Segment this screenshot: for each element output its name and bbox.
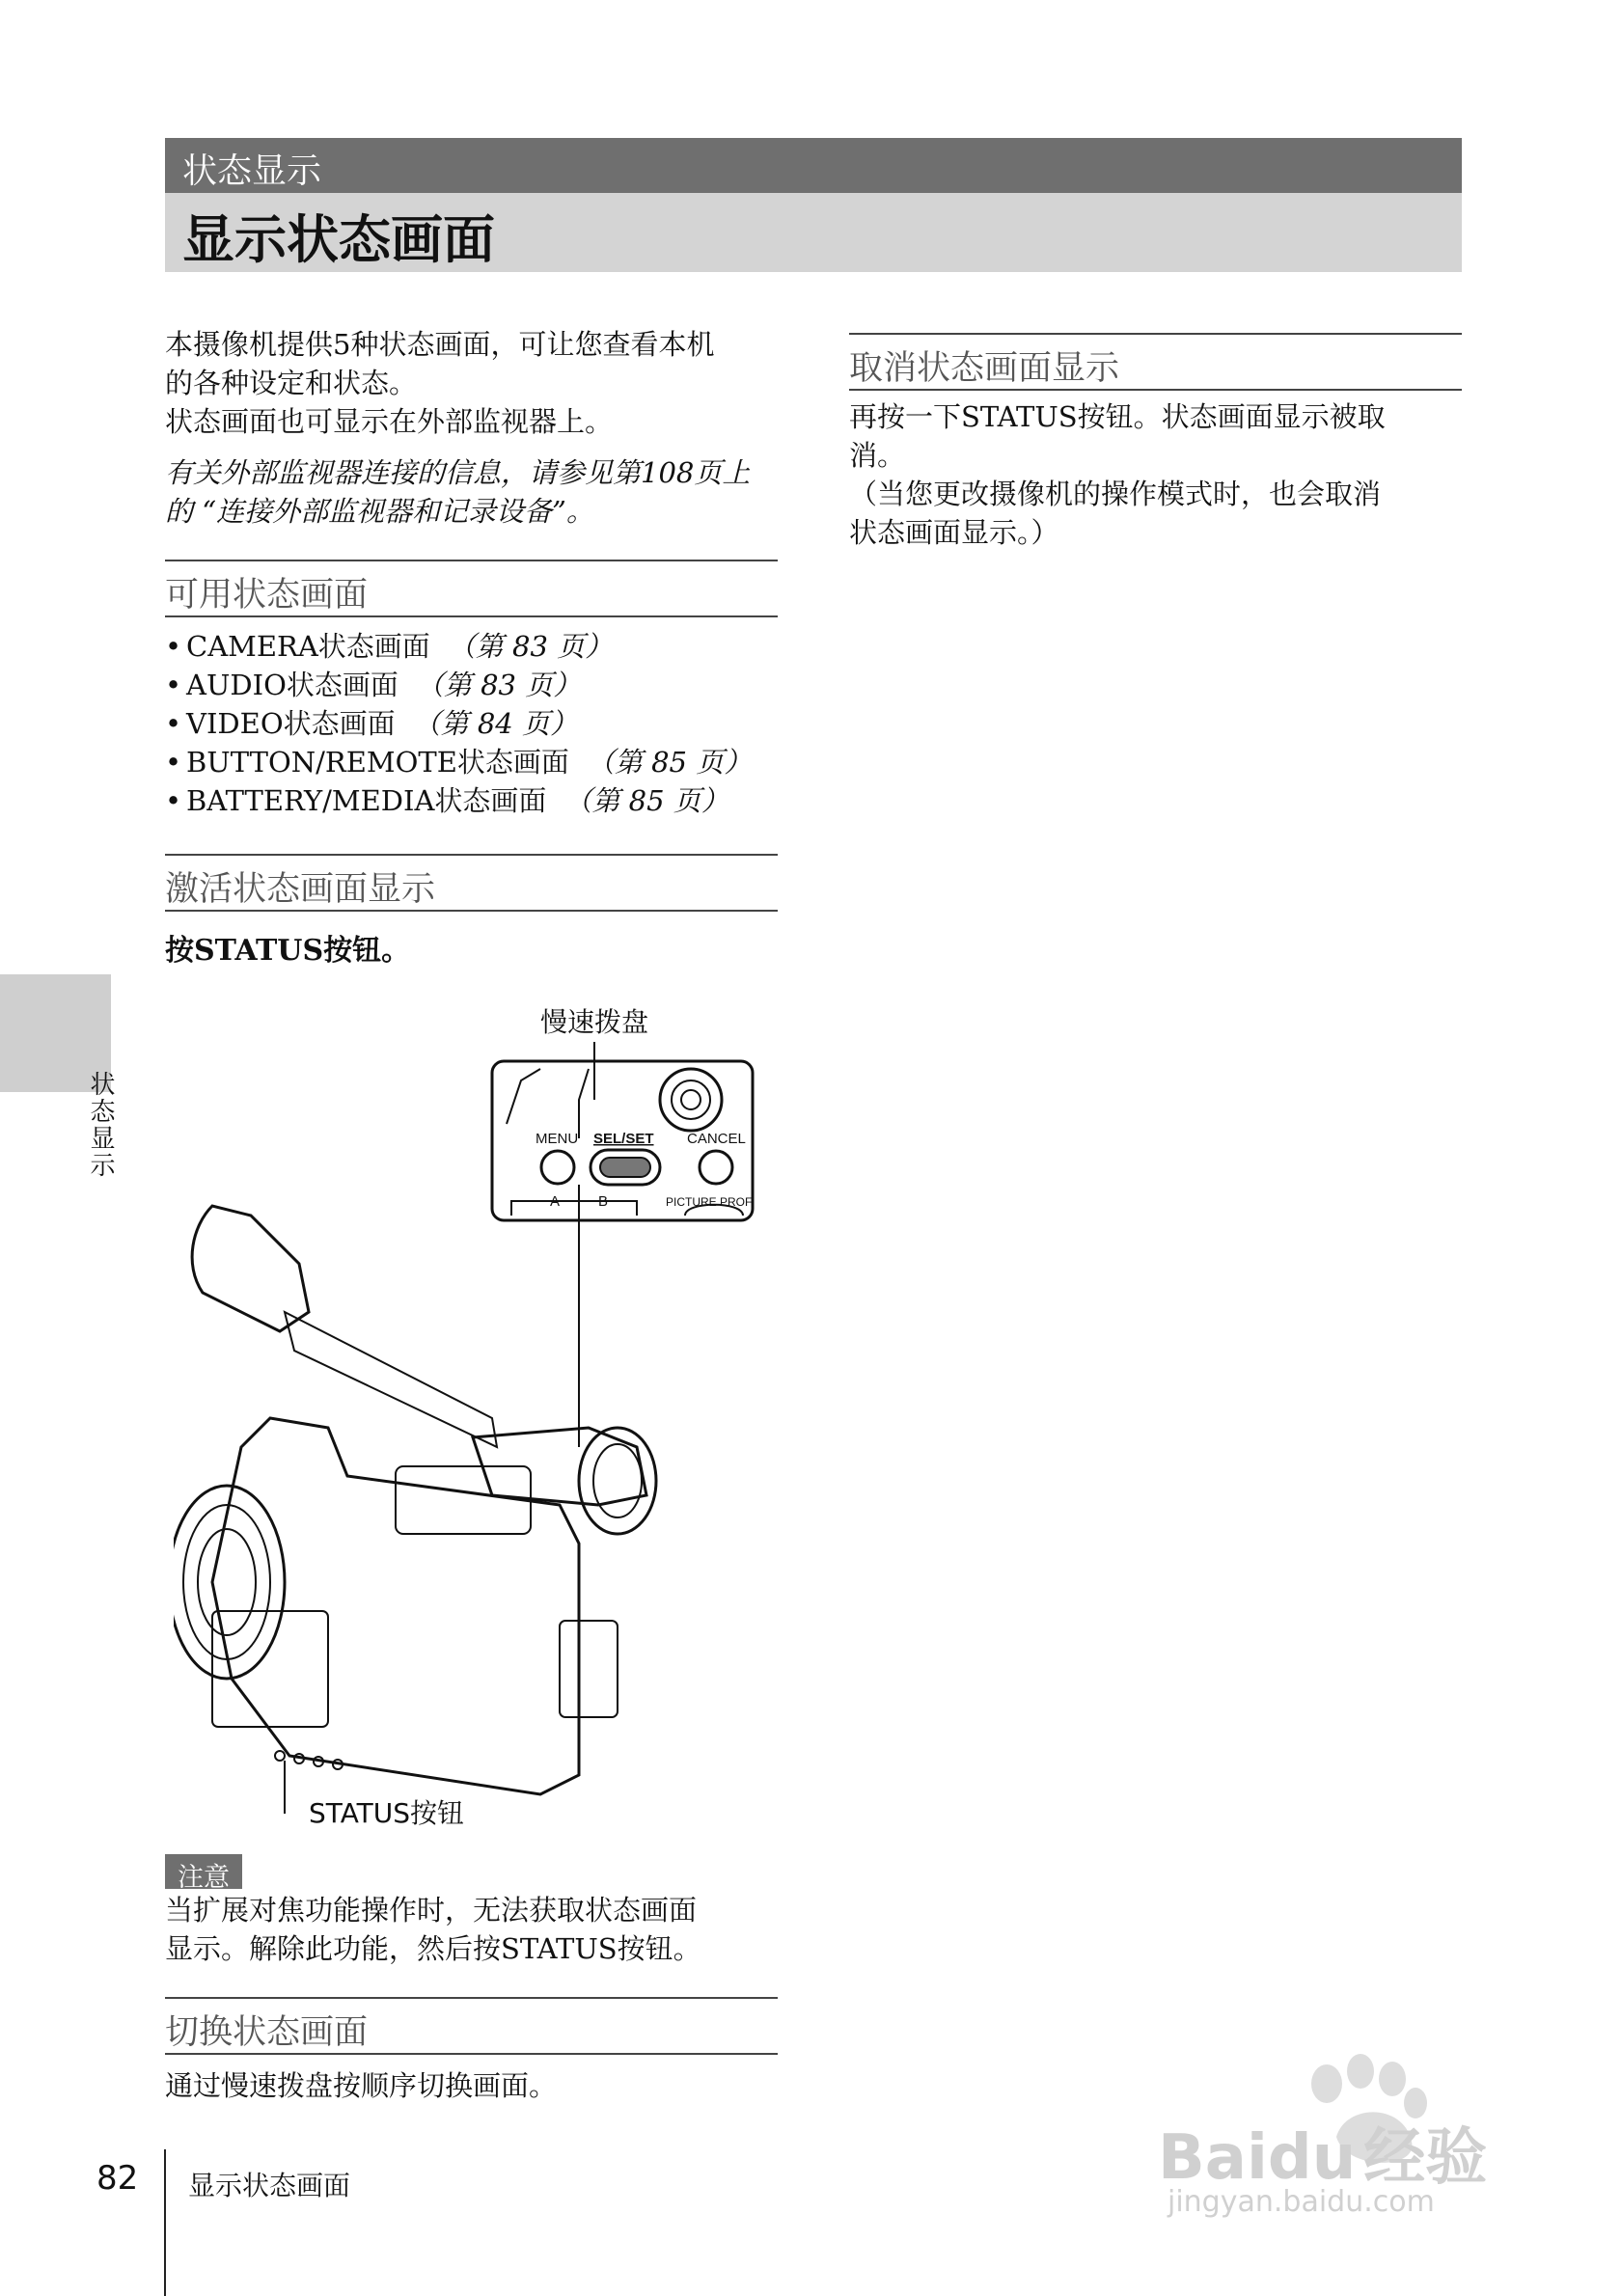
lens-icon — [174, 1486, 285, 1679]
connector-icon — [660, 1069, 722, 1131]
list-item: • CAMERA状态画面 （第 83 页） — [165, 630, 614, 663]
footer-title: 显示状态画面 — [188, 2170, 351, 2201]
intro-reference — [165, 453, 783, 531]
header-category-bar — [165, 138, 1462, 193]
switch-text: 通过慢速拨盘按顺序切换画面。 — [165, 2069, 558, 2102]
list-item: • VIDEO状态画面 （第 84 页） — [165, 707, 578, 740]
item-label: AUDIO状态画面 — [186, 669, 398, 701]
page-ref[interactable]: （第 83 页） — [447, 630, 614, 663]
page-number: 82 — [96, 2159, 139, 2198]
section-heading-switch — [165, 1997, 778, 2055]
side-tab-label: 状态显示 — [86, 1071, 115, 1179]
list-item: • AUDIO状态画面 （第 83 页） — [165, 669, 582, 701]
status-screen-list — [165, 627, 783, 820]
cancel-line: 再按一下STATUS按钮。状态画面显示被取 — [849, 400, 1386, 433]
section-title: 可用状态画面 — [165, 576, 369, 615]
note-line: 显示。解除此功能，然后按STATUS按钮。 — [165, 1932, 701, 1965]
cancel-button-icon — [700, 1151, 732, 1184]
note-text — [165, 1891, 783, 1968]
item-label: CAMERA状态画面 — [186, 630, 430, 663]
item-label: BUTTON/REMOTE状态画面 — [186, 746, 569, 779]
intro-text — [165, 325, 783, 441]
footer-divider — [164, 2149, 166, 2296]
step-instruction: 按STATUS按钮。 — [165, 934, 411, 968]
list-item: • BATTERY/MEDIA状态画面 （第 85 页） — [165, 784, 729, 817]
item-label: VIDEO状态画面 — [186, 707, 396, 740]
section-title: 取消状态画面显示 — [849, 349, 1120, 388]
intro-line: 本摄像机提供5种状态画面，可让您查看本机 — [165, 328, 715, 361]
a-label: A — [550, 1193, 561, 1210]
watermark-brand — [1158, 2108, 1487, 2197]
item-label: BATTERY/MEDIA状态画面 — [186, 784, 547, 817]
watermark-brand-b: du — [1267, 2122, 1357, 2194]
intro-line: 的各种设定和状态。 — [165, 367, 418, 399]
cancel-line: （当您更改摄像机的操作模式时，也会取消 — [849, 478, 1382, 510]
note-line: 当扩展对焦功能操作时，无法获取状态画面 — [165, 1894, 698, 1927]
cancel-label: CANCEL — [687, 1131, 746, 1147]
watermark-brand-a: Bai — [1158, 2122, 1268, 2194]
section-heading-available — [165, 560, 778, 617]
header-title-bar — [165, 193, 1462, 272]
section-heading-activate — [165, 854, 778, 912]
section-title: 激活状态画面显示 — [165, 870, 436, 909]
note-badge-label: 注意 — [178, 1863, 230, 1893]
header-category: 状态显示 — [182, 151, 322, 191]
microphone-icon — [192, 1206, 309, 1331]
section-heading-cancel — [849, 333, 1462, 391]
page-ref[interactable]: （第 84 页） — [412, 707, 578, 740]
reference-line: 的 “连接外部监视器和记录设备”。 — [165, 495, 594, 528]
cancel-text — [849, 397, 1467, 552]
page-ref[interactable]: （第 85 页） — [563, 784, 729, 817]
baidu-watermark — [1153, 2050, 1558, 2228]
cancel-line: 状态画面显示。） — [849, 516, 1059, 549]
note-badge — [165, 1854, 242, 1893]
selset-label: SEL/SET — [593, 1131, 654, 1147]
status-button-callout: STATUS按钮 — [309, 1797, 465, 1829]
picture-prof-label: PICTURE PROF — [666, 1195, 753, 1209]
cancel-line: 消。 — [849, 439, 906, 472]
page-ref[interactable]: （第 83 页） — [415, 669, 582, 701]
menu-button-icon — [541, 1151, 574, 1184]
menu-label: MENU — [536, 1131, 579, 1147]
b-label: B — [598, 1193, 609, 1210]
watermark-cn: 经验 — [1363, 2122, 1488, 2194]
page-ref[interactable]: （第 85 页） — [586, 746, 753, 779]
battery-icon — [560, 1621, 618, 1717]
watermark-url: jingyan.baidu.com — [1168, 2185, 1435, 2219]
list-item: • BUTTON/REMOTE状态画面 （第 85 页） — [165, 746, 753, 779]
page-title: 显示状态画面 — [182, 209, 495, 270]
reference-line: 有关外部监视器连接的信息，请参见第108页上 — [165, 456, 751, 489]
camcorder-illustration — [174, 1042, 772, 1814]
intro-line: 状态画面也可显示在外部监视器上。 — [165, 405, 614, 438]
jog-dial-callout: 慢速拨盘 — [540, 1006, 649, 1038]
section-title: 切换状态画面 — [165, 2013, 369, 2052]
